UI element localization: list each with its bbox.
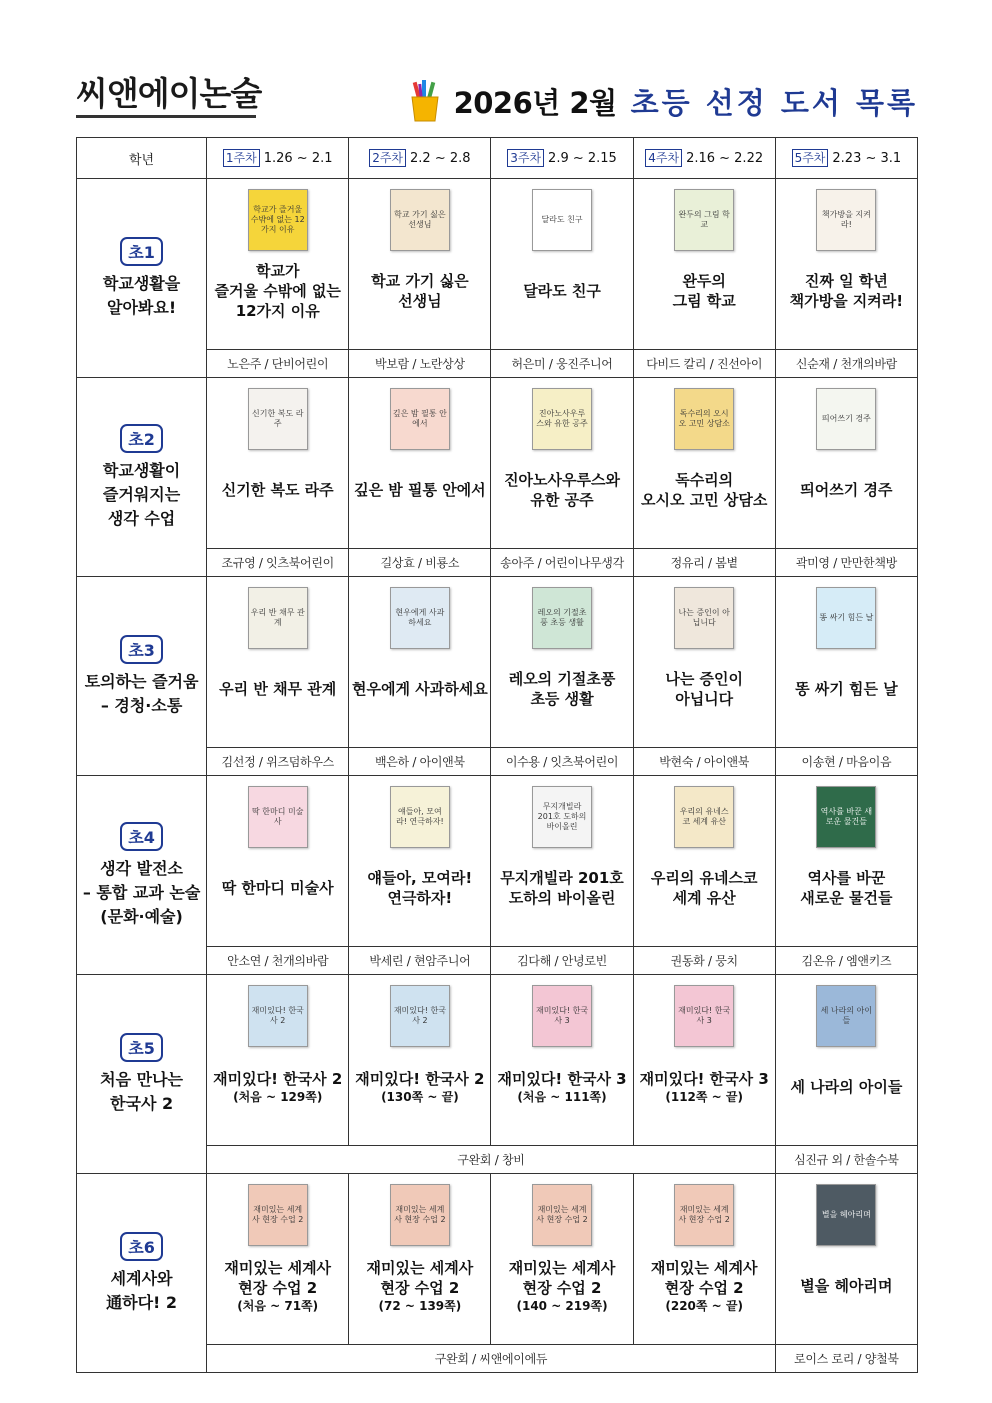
book-title-line: 우리 반 채무 관계 [219, 680, 337, 698]
grade-cell [77, 179, 207, 378]
book-author: 다비드 칼리 / 진선아이 [633, 350, 775, 378]
book-title-line: 현우에게 사과하세요 [352, 680, 488, 698]
book-title [352, 659, 488, 719]
page-range: (220쪽 ~ 끝) [665, 1299, 743, 1313]
book-entry [634, 378, 775, 548]
book-title-line: 초등 생활 [530, 690, 594, 708]
book-author: 정유리 / 봄볕 [633, 549, 775, 577]
grade-topic-line: 처음 만나는 [100, 1069, 183, 1089]
book-title [800, 858, 892, 918]
book-cell [349, 179, 491, 350]
week-range: 1.26 ~ 2.1 [263, 150, 333, 166]
book-title [222, 858, 334, 918]
book-entry [491, 577, 632, 747]
book-cover-image[interactable]: 학교가 즐거울 수밖에 없는 12가지 이유 [248, 189, 308, 251]
pencil-cup-icon [406, 79, 444, 123]
book-title-line: 재미있다! 한국사 3 [497, 1070, 627, 1088]
week-tag: 5주차 [792, 149, 829, 167]
book-cell [491, 975, 633, 1146]
book-title-line: 달라도 친구 [523, 282, 601, 300]
book-cover-image[interactable]: 독수리의 오시오 고민 상담소 [674, 388, 734, 450]
grade-topic-line: 通하다! 2 [106, 1292, 178, 1312]
book-title [641, 460, 767, 520]
week-tag: 1주차 [223, 149, 260, 167]
book-cover-image[interactable]: 학교 가기 싫은 선생님 [390, 189, 450, 251]
book-cell [491, 1174, 633, 1345]
week-header [633, 138, 775, 179]
week-range: 2.2 ~ 2.8 [410, 150, 471, 166]
book-cover-image[interactable]: 똥 싸기 힘든 날 [816, 587, 876, 649]
book-list-table [76, 137, 918, 1373]
book-title-line: 학교가 [255, 262, 300, 280]
book-cover-image[interactable]: 재미있다! 한국사 3 [532, 985, 592, 1047]
book-cell [207, 1174, 349, 1345]
book-entry [491, 378, 632, 548]
grade-cell [77, 378, 207, 577]
book-title-line: 독수리의 [675, 471, 734, 489]
book-title-line: 딱 한마디 미술사 [221, 879, 334, 897]
book-cover-image[interactable]: 깊은 밤 필통 안에서 [390, 388, 450, 450]
book-entry [349, 378, 490, 548]
book-entry [491, 1174, 632, 1344]
book-author: 로이스 로리 / 양철북 [775, 1345, 917, 1373]
book-cover-image[interactable]: 재미있는 세계사 현장 수업 2 [390, 1184, 450, 1246]
book-cover-image[interactable]: 레오의 기절초풍 초등 생활 [532, 587, 592, 649]
book-entry [349, 577, 490, 747]
book-title-line: 우리의 유네스코 [650, 869, 758, 887]
book-cell [633, 179, 775, 350]
book-cover-image[interactable]: 띄어쓰기 경주 [816, 388, 876, 450]
book-author: 곽미영 / 만만한책방 [775, 549, 917, 577]
book-author: 백은하 / 아이앤북 [349, 748, 491, 776]
book-title-line: 즐거울 수밖에 없는 [214, 282, 341, 300]
book-title-line: 현장 수업 2 [238, 1279, 318, 1297]
book-cell [491, 776, 633, 947]
book-author-shared: 구완회 / 창비 [207, 1146, 776, 1174]
grade-header: 학년 [77, 138, 207, 179]
grade-topic-line: 학교생활이 [102, 460, 181, 480]
week-header [349, 138, 491, 179]
book-entry [207, 179, 348, 349]
book-title [509, 659, 616, 719]
book-title [368, 858, 473, 918]
book-cell [633, 378, 775, 549]
book-cell [491, 378, 633, 549]
book-author: 박현숙 / 아이앤북 [633, 748, 775, 776]
book-title-line: 깊은 밤 필통 안에서 [354, 481, 486, 499]
book-cover-image[interactable]: 신기한 복도 라주 [248, 388, 308, 450]
book-title-line: 띄어쓰기 경주 [800, 481, 893, 499]
book-title-line: 세계 유산 [672, 889, 736, 907]
book-title-line: 완두의 [682, 272, 726, 290]
grade-badge: 초3 [120, 635, 163, 664]
grade-topic-line: (문화·예술) [100, 906, 183, 926]
grade-topic-line: 알아봐요! [107, 297, 177, 317]
book-entry [634, 975, 775, 1145]
book-entry [776, 577, 917, 747]
book-entry [491, 179, 632, 349]
grade-badge: 초1 [120, 237, 163, 266]
brand-logo-text: 씨앤에이논술 [76, 74, 262, 113]
book-title [523, 261, 601, 321]
page-range: (130쪽 ~ 끝) [381, 1090, 459, 1104]
week-tag: 2주차 [369, 149, 406, 167]
book-title [219, 659, 336, 719]
book-entry [207, 577, 348, 747]
book-title [651, 1256, 758, 1316]
book-title-line: 재미있다! 한국사 2 [355, 1070, 485, 1088]
grade-topic-line: 생각 수업 [107, 508, 176, 528]
book-cover-image[interactable]: 재미있는 세계사 현장 수업 2 [532, 1184, 592, 1246]
book-author: 김다해 / 안녕로빈 [491, 947, 633, 975]
book-cell [633, 975, 775, 1146]
book-title [213, 1057, 342, 1117]
week-tag: 3주차 [507, 149, 544, 167]
book-title-line: 나는 증인이 [665, 670, 744, 688]
grade-badge: 초2 [120, 424, 163, 453]
book-title-line: 재미있는 세계사 [366, 1259, 474, 1277]
week-range: 2.23 ~ 3.1 [832, 150, 902, 166]
title-text: 초등 선정 도서 목록 [630, 85, 918, 120]
book-cell [775, 577, 917, 748]
book-title-line: 진아노사우루스와 [504, 471, 620, 489]
book-title-line: 도하의 바이올린 [508, 889, 616, 907]
book-title [795, 659, 898, 719]
book-title-line: 책가방을 지켜라! [789, 292, 904, 310]
book-title-line: 선생님 [398, 292, 442, 310]
book-title [651, 858, 758, 918]
book-cover-image[interactable]: 완두의 그림 학교 [674, 189, 734, 251]
page-range: (처음 ~ 129쪽) [233, 1090, 323, 1104]
book-cell [633, 776, 775, 947]
book-entry [634, 179, 775, 349]
header-row [77, 138, 918, 179]
grade-topic-line: 토의하는 즐거움 [84, 671, 199, 691]
book-entry [207, 378, 348, 548]
book-cell [633, 1174, 775, 1345]
book-cell [349, 776, 491, 947]
book-title-line: 무지개빌라 201호 [500, 869, 624, 887]
book-cell [207, 776, 349, 947]
book-row [77, 1174, 918, 1345]
book-title [354, 460, 486, 520]
week-tag: 4주차 [645, 149, 682, 167]
book-cell [207, 975, 349, 1146]
book-cell [207, 577, 349, 748]
book-title [665, 659, 743, 719]
book-title-line: 학교 가기 싫은 [371, 272, 469, 290]
book-cover-image[interactable]: 재미있는 세계사 현장 수업 2 [248, 1184, 308, 1246]
book-cell [207, 179, 349, 350]
grade-topic-line: 학교생활을 [102, 273, 181, 293]
book-row [77, 577, 918, 748]
book-title-line: 역사를 바꾼 [807, 869, 886, 887]
grade-topic-line: 한국사 2 [110, 1093, 174, 1113]
book-title [371, 261, 468, 321]
book-cell [349, 1174, 491, 1345]
book-cover-image[interactable]: 진아노사우루스와 유한 공주 [532, 388, 592, 450]
book-entry [349, 975, 490, 1145]
book-title-line: 재미있는 세계사 [224, 1259, 332, 1277]
book-cover-image[interactable]: 우리의 유네스코 세계 유산 [674, 786, 734, 848]
book-title-line: 오시오 고민 상담소 [641, 491, 768, 509]
book-title [215, 261, 341, 321]
book-entry [776, 776, 917, 946]
week-header [775, 138, 917, 179]
book-author: 노은주 / 단비어린이 [207, 350, 349, 378]
book-title-line: 아닙니다 [675, 690, 734, 708]
book-entry [207, 975, 348, 1145]
page-title [406, 78, 918, 124]
book-title-line: 재미있다! 한국사 2 [213, 1070, 343, 1088]
book-cover-image[interactable]: 딱 한마디 미술사 [248, 786, 308, 848]
book-row [77, 179, 918, 350]
grade-badge: 초6 [120, 1232, 163, 1261]
book-title [497, 1057, 626, 1117]
book-author: 길상효 / 비룡소 [349, 549, 491, 577]
book-title-line: 얘들아, 모여라! [367, 869, 473, 887]
book-entry [349, 776, 490, 946]
book-title [800, 460, 892, 520]
book-entry [491, 776, 632, 946]
book-title [504, 460, 620, 520]
book-row [77, 975, 918, 1146]
week-header [491, 138, 633, 179]
grade-topic-line: – 경청·소통 [100, 695, 183, 715]
book-row [77, 378, 918, 549]
grade-cell [77, 577, 207, 776]
book-title-line: 12가지 이유 [235, 302, 320, 320]
book-title [790, 261, 904, 321]
book-entry [207, 1174, 348, 1344]
grade-topic-line: 즐거워지는 [102, 484, 181, 504]
brand-logo [76, 74, 262, 120]
book-title-line: 세 나라의 아이들 [790, 1078, 903, 1096]
book-title-line: 신기한 복도 라주 [221, 481, 334, 499]
grade-cell [77, 1174, 207, 1373]
book-title [224, 1256, 331, 1316]
book-title-line: 현장 수업 2 [522, 1279, 602, 1297]
book-cell [633, 577, 775, 748]
grade-badge: 초5 [120, 1033, 163, 1062]
book-cover-image[interactable]: 나는 증인이 아닙니다 [674, 587, 734, 649]
book-entry [776, 378, 917, 548]
grade-topic-line: – 통합 교과 논술 [82, 882, 201, 902]
book-title-line: 현장 수업 2 [664, 1279, 744, 1297]
book-title-line: 유한 공주 [530, 491, 594, 509]
page-range: (140 ~ 219쪽) [516, 1299, 608, 1313]
book-title [355, 1057, 484, 1117]
book-title-line: 재미있는 세계사 [650, 1259, 758, 1277]
grade-topic-line: 세계사와 [110, 1268, 173, 1288]
book-author: 안소연 / 천개의바람 [207, 947, 349, 975]
book-title [673, 261, 736, 321]
book-title-line: 똥 싸기 힘든 날 [795, 680, 898, 698]
book-entry [634, 1174, 775, 1344]
book-author: 조규영 / 잇츠북어린이 [207, 549, 349, 577]
book-author: 김선정 / 위즈덤하우스 [207, 748, 349, 776]
book-author-shared: 구완회 / 씨앤에이에듀 [207, 1345, 776, 1373]
grade-cell [77, 776, 207, 975]
book-title [640, 1057, 769, 1117]
book-cell [491, 577, 633, 748]
week-range: 2.9 ~ 2.15 [548, 150, 617, 166]
book-cell [207, 378, 349, 549]
book-cover-image[interactable]: 별을 헤아리며 [816, 1184, 876, 1246]
book-author: 심진규 외 / 한솔수북 [775, 1146, 917, 1174]
book-cover-image[interactable]: 우리 반 채무 관계 [248, 587, 308, 649]
book-title [800, 1256, 892, 1316]
book-cell [491, 179, 633, 350]
book-cell [349, 378, 491, 549]
book-title-line: 진짜 일 학년 [804, 272, 888, 290]
book-cell [775, 975, 917, 1146]
book-author: 박보람 / 노란상상 [349, 350, 491, 378]
book-author: 송아주 / 어린이나무생각 [491, 549, 633, 577]
book-cover-image[interactable]: 재미있는 세계사 현장 수업 2 [674, 1184, 734, 1246]
grade-badge: 초4 [120, 822, 163, 851]
book-cover-image[interactable]: 무지개빌라 201호 도하의 바이올린 [532, 786, 592, 848]
book-title-line: 재미있다! 한국사 3 [639, 1070, 769, 1088]
book-cell [349, 577, 491, 748]
book-title [500, 858, 623, 918]
brand-logo-underline [76, 115, 256, 118]
book-title-line: 그림 학교 [672, 292, 736, 310]
book-entry [634, 776, 775, 946]
page-range: (72 ~ 139쪽) [378, 1299, 462, 1313]
page-range: (처음 ~ 111쪽) [517, 1090, 607, 1104]
book-title [222, 460, 334, 520]
book-title [790, 1057, 902, 1117]
book-cell [775, 1174, 917, 1345]
book-row [77, 776, 918, 947]
book-cover-image[interactable]: 역사를 바꾼 새로운 물건들 [816, 786, 876, 848]
book-cell [775, 378, 917, 549]
book-cover-image[interactable]: 재미있다! 한국사 2 [248, 985, 308, 1047]
book-title-line: 별을 헤아리며 [800, 1277, 893, 1295]
book-title [509, 1256, 616, 1316]
book-title [367, 1256, 474, 1316]
book-cover-image[interactable]: 현우에게 사과하세요 [390, 587, 450, 649]
book-cover-image[interactable]: 달라도 친구 [532, 189, 592, 251]
book-author: 권동화 / 뭉치 [633, 947, 775, 975]
week-header [207, 138, 349, 179]
book-entry [776, 975, 917, 1145]
book-entry [207, 776, 348, 946]
book-cover-image[interactable]: 책가방을 지켜라! [816, 189, 876, 251]
book-author: 허은미 / 웅진주니어 [491, 350, 633, 378]
book-title-line: 현장 수업 2 [380, 1279, 460, 1297]
week-range: 2.16 ~ 2.22 [686, 150, 764, 166]
book-title-line: 새로운 물건들 [800, 889, 893, 907]
grade-cell [77, 975, 207, 1174]
book-cell [775, 179, 917, 350]
book-title-line: 레오의 기절초풍 [508, 670, 616, 688]
book-cell [349, 975, 491, 1146]
book-cell [775, 776, 917, 947]
title-date: 2026년 2월 [453, 85, 617, 120]
book-title-line: 연극하자! [387, 889, 453, 907]
book-entry [349, 179, 490, 349]
book-cover-image[interactable]: 세 나라의 아이들 [816, 985, 876, 1047]
book-cover-image[interactable]: 얘들아, 모여라! 연극하자! [390, 786, 450, 848]
book-author: 이송현 / 마음이음 [775, 748, 917, 776]
book-entry [349, 1174, 490, 1344]
book-cover-image[interactable]: 재미있다! 한국사 3 [674, 985, 734, 1047]
book-author: 이수용 / 잇츠북어린이 [491, 748, 633, 776]
book-author: 박세린 / 현암주니어 [349, 947, 491, 975]
book-author: 김온유 / 엠앤키즈 [775, 947, 917, 975]
page-range: (112쪽 ~ 끝) [665, 1090, 743, 1104]
book-entry [491, 975, 632, 1145]
book-entry [776, 1174, 917, 1344]
book-author: 신순재 / 천개의바람 [775, 350, 917, 378]
book-cover-image[interactable]: 재미있다! 한국사 2 [390, 985, 450, 1047]
book-title-line: 재미있는 세계사 [508, 1259, 616, 1277]
grade-topic-line: 생각 발전소 [100, 858, 183, 878]
book-entry [634, 577, 775, 747]
book-entry [776, 179, 917, 349]
page-range: (처음 ~ 71쪽) [237, 1299, 319, 1313]
